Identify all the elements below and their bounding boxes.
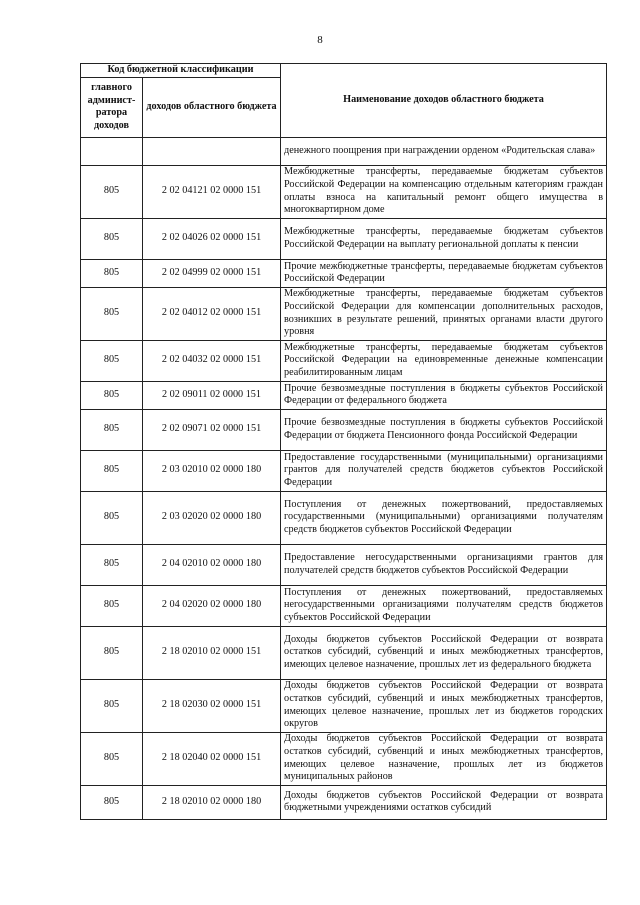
revenue-code-cell: 2 04 02010 02 0000 180 bbox=[143, 544, 281, 585]
revenue-code-cell: 2 04 02020 02 0000 180 bbox=[143, 585, 281, 626]
revenue-name-cell: Предоставление негосударственными организациями грантов для получателей средств бюджетов субъектов Российской Федерации bbox=[281, 544, 607, 585]
revenue-code-cell: 2 18 02030 02 0000 151 bbox=[143, 679, 281, 732]
header-admin: главного админист-ратора доходов bbox=[81, 77, 143, 137]
table-row bbox=[81, 679, 607, 732]
revenue-name-cell: денежного поощрения при награждении орденом «Родительская слава» bbox=[281, 137, 607, 165]
revenue-code-cell: 2 03 02020 02 0000 180 bbox=[143, 491, 281, 544]
revenue-name-cell: Межбюджетные трансферты, передаваемые бюджетам субъектов Российской Федерации на компенсацию отдельным категориям граждан оплаты взноса на капитальный ремонт общего имущества в многоквартирном доме bbox=[281, 165, 607, 218]
table-row bbox=[81, 381, 607, 409]
table-row bbox=[81, 626, 607, 679]
revenue-name-cell: Доходы бюджетов субъектов Российской Федерации от возврата остатков субсидий, субвенций и иных межбюджетных трансфертов, имеющих целевое назначение, прошлых лет из бюджетов городских округов bbox=[281, 679, 607, 732]
admin-code-cell: 805 bbox=[81, 732, 143, 785]
table-row bbox=[81, 544, 607, 585]
table-row bbox=[81, 165, 607, 218]
admin-code-cell: 805 bbox=[81, 409, 143, 450]
revenue-code-cell: 2 18 02010 02 0000 180 bbox=[143, 785, 281, 819]
revenue-code-cell: 2 02 04999 02 0000 151 bbox=[143, 259, 281, 287]
table-row bbox=[81, 259, 607, 287]
revenue-code-cell: 2 03 02010 02 0000 180 bbox=[143, 450, 281, 491]
table-row bbox=[81, 491, 607, 544]
admin-code-cell: 805 bbox=[81, 381, 143, 409]
admin-code-cell: 805 bbox=[81, 218, 143, 259]
revenue-code-cell: 2 18 02010 02 0000 151 bbox=[143, 626, 281, 679]
table-row bbox=[81, 409, 607, 450]
admin-code-cell: 805 bbox=[81, 585, 143, 626]
admin-code-cell: 805 bbox=[81, 785, 143, 819]
table-row bbox=[81, 785, 607, 819]
revenue-code-cell: 2 02 04026 02 0000 151 bbox=[143, 218, 281, 259]
revenue-name-cell: Прочие безвозмездные поступления в бюджеты субъектов Российской Федерации от федерального бюджета bbox=[281, 381, 607, 409]
admin-code-cell: 805 bbox=[81, 626, 143, 679]
table-row bbox=[81, 585, 607, 626]
admin-code-cell: 805 bbox=[81, 165, 143, 218]
revenue-code-cell: 2 02 04032 02 0000 151 bbox=[143, 340, 281, 381]
revenue-name-cell: Прочие межбюджетные трансферты, передаваемые бюджетам субъектов Российской Федерации bbox=[281, 259, 607, 287]
revenue-code-cell: 2 02 09011 02 0000 151 bbox=[143, 381, 281, 409]
table-row bbox=[81, 137, 607, 165]
table-body bbox=[81, 137, 607, 819]
table-row bbox=[81, 732, 607, 785]
revenue-name-cell: Доходы бюджетов субъектов Российской Федерации от возврата остатков субсидий, субвенций и иных межбюджетных трансфертов, имеющих целевое назначение, прошлых лет из бюджетов муниципальных районов bbox=[281, 732, 607, 785]
revenue-name-cell: Межбюджетные трансферты, передаваемые бюджетам субъектов Российской Федерации для компенсации дополнительных расходов, возникших в результате решений, принятых органами власти другого уровня bbox=[281, 287, 607, 340]
revenue-code-cell bbox=[143, 137, 281, 165]
revenue-name-cell: Предоставление государственными (муниципальными) организациями грантов для получателей средств бюджетов субъектов Российской Федерации bbox=[281, 450, 607, 491]
revenue-code-cell: 2 02 04012 02 0000 151 bbox=[143, 287, 281, 340]
revenue-name-cell: Межбюджетные трансферты, передаваемые бюджетам субъектов Российской Федерации на единовременные денежные компенсации реабилитированным лицам bbox=[281, 340, 607, 381]
header-group: Код бюджетной классификации bbox=[81, 64, 281, 78]
admin-code-cell: 805 bbox=[81, 450, 143, 491]
admin-code-cell: 805 bbox=[81, 259, 143, 287]
table-row bbox=[81, 218, 607, 259]
admin-code-cell: 805 bbox=[81, 679, 143, 732]
page-number: 8 bbox=[317, 34, 323, 46]
admin-code-cell: 805 bbox=[81, 287, 143, 340]
admin-code-cell bbox=[81, 137, 143, 165]
admin-code-cell: 805 bbox=[81, 544, 143, 585]
admin-code-cell: 805 bbox=[81, 340, 143, 381]
table-row bbox=[81, 287, 607, 340]
admin-code-cell: 805 bbox=[81, 491, 143, 544]
revenue-name-cell: Доходы бюджетов субъектов Российской Федерации от возврата бюджетными учреждениями остатков субсидий bbox=[281, 785, 607, 819]
revenue-name-cell: Поступления от денежных пожертвований, предоставляемых государственными (муниципальными) организациями получателям средств бюджетов субъектов Российской Федерации bbox=[281, 491, 607, 544]
revenue-code-cell: 2 02 09071 02 0000 151 bbox=[143, 409, 281, 450]
revenue-name-cell: Прочие безвозмездные поступления в бюджеты субъектов Российской Федерации от бюджета Пенсионного фонда Российской Федерации bbox=[281, 409, 607, 450]
budget-classification-table bbox=[80, 63, 607, 820]
table-row bbox=[81, 450, 607, 491]
header-code: доходов областного бюджета bbox=[143, 77, 281, 137]
revenue-name-cell: Поступления от денежных пожертвований, предоставляемых негосударственными организациями получателям средств бюджетов субъектов Российской Федерации bbox=[281, 585, 607, 626]
revenue-code-cell: 2 02 04121 02 0000 151 bbox=[143, 165, 281, 218]
table-row bbox=[81, 340, 607, 381]
revenue-name-cell: Межбюджетные трансферты, передаваемые бюджетам субъектов Российской Федерации на выплату региональной доплаты к пенсии bbox=[281, 218, 607, 259]
revenue-name-cell: Доходы бюджетов субъектов Российской Федерации от возврата остатков субсидий, субвенций и иных межбюджетных трансфертов, имеющих целевое назначение, прошлых лет из федерального бюджета bbox=[281, 626, 607, 679]
revenue-code-cell: 2 18 02040 02 0000 151 bbox=[143, 732, 281, 785]
header-name: Наименование доходов областного бюджета bbox=[281, 64, 607, 138]
